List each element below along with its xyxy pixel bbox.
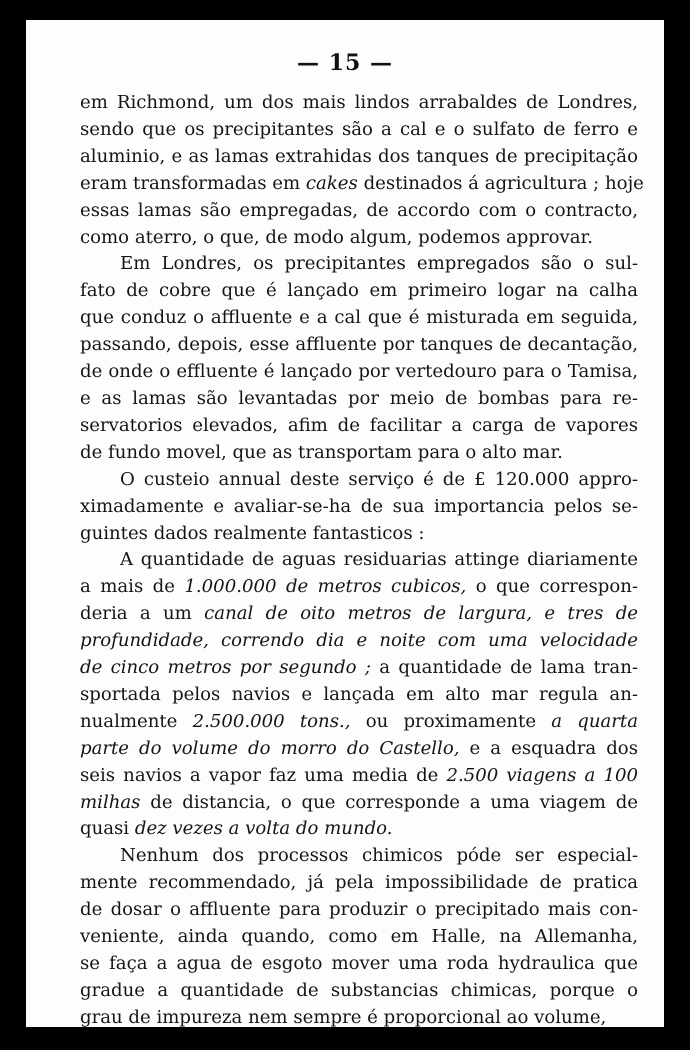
text-line: sendo que os precipitantes são a cal e o sulfato de ferro e: [80, 118, 638, 140]
text-line: milhas de distancia, o que corresponde a uma viagem de: [80, 791, 638, 813]
text-line: mente recommendado, já pela impossibilidade de pratica: [80, 872, 638, 894]
text-line: Em Londres, os precipitantes empregados são o sul-: [120, 253, 638, 275]
text-line: servatorios elevados, afim de facilitar a carga de vapores: [80, 414, 638, 436]
page-number: — 15 —: [297, 50, 393, 76]
paragraph: [80, 90, 644, 251]
text-line: em Richmond, um dos mais lindos arrabaldes de Londres,: [80, 92, 638, 113]
text-line: a mais de 1.000.000 de metros cubicos, o que correspon-: [80, 576, 638, 598]
text-line: e as lamas são levantadas por meio de bombas para re-: [80, 387, 638, 409]
text-line: fato de cobre que é lançado em primeiro logar na calha: [80, 280, 638, 302]
text-line: A quantidade de aguas residuarias attinge diariamente: [120, 549, 638, 571]
text-line: de dosar o affluente para produzir o precipitado mais con-: [80, 899, 638, 921]
text-line: profundidade, correndo dia e noite com uma velocidade: [80, 630, 638, 652]
text-line: nualmente 2.500.000 tons., ou proximamente a quarta: [80, 710, 638, 732]
book-page: [26, 20, 664, 1027]
text-line: gradue a quantidade de substancias chimicas, porque o: [80, 979, 638, 1001]
paragraph: [80, 467, 638, 548]
paragraph: [80, 547, 638, 843]
text-line: sportada pelos navios e lançada em alto mar regula an-: [80, 683, 638, 705]
text-line: de fundo movel, que as transportam para o alto mar.: [80, 441, 563, 463]
body-text: [80, 90, 644, 1032]
text-line: grau de impureza nem sempre é proporcional ao volume,: [80, 1006, 607, 1028]
text-line: O custeio annual deste serviço é de £ 120.000 appro-: [120, 468, 638, 490]
text-line: Nenhum dos processos chimicos póde ser especial-: [120, 845, 638, 867]
text-line: seis navios a vapor faz uma media de 2.500 viagens a 100: [80, 764, 639, 786]
paragraph: [80, 251, 638, 466]
paragraph: [80, 843, 638, 1031]
text-line: ximadamente e avaliar-se-ha de sua importancia pelos se-: [80, 495, 638, 517]
text-line: quasi dez vezes a volta do mundo.: [80, 818, 393, 840]
text-line: como aterro, o que, de modo algum, podemos approvar.: [80, 226, 593, 248]
text-line: se faça a agua de esgoto mover uma roda hydraulica que: [80, 953, 638, 974]
text-line: passando, depois, esse affluente por tanques de decantação,: [80, 334, 638, 356]
text-line: essas lamas são empregadas, de accordo com o contracto,: [80, 199, 638, 221]
text-line: de onde o effluente é lançado por vertedouro para o Tamisa,: [80, 361, 638, 383]
text-line: guintes dados realmente fantasticos :: [80, 522, 425, 544]
text-line: aluminio, e as lamas extrahidas dos tanques de precipitação: [80, 145, 638, 167]
text-line: que conduz o affluente e a cal que é misturada em seguida,: [80, 307, 638, 329]
text-line: veniente, ainda quando, como em Halle, na Allemanha,: [80, 926, 638, 948]
text-line: deria a um canal de oito metros de largura, e tres de: [80, 603, 639, 625]
text-line: parte do volume do morro do Castello, e a esquadra dos: [80, 737, 638, 759]
text-line: eram transformadas em cakes destinados á agricultura ; hoje: [80, 172, 644, 194]
text-line: de cinco metros por segundo ; a quantidade de lama tran-: [80, 657, 638, 679]
